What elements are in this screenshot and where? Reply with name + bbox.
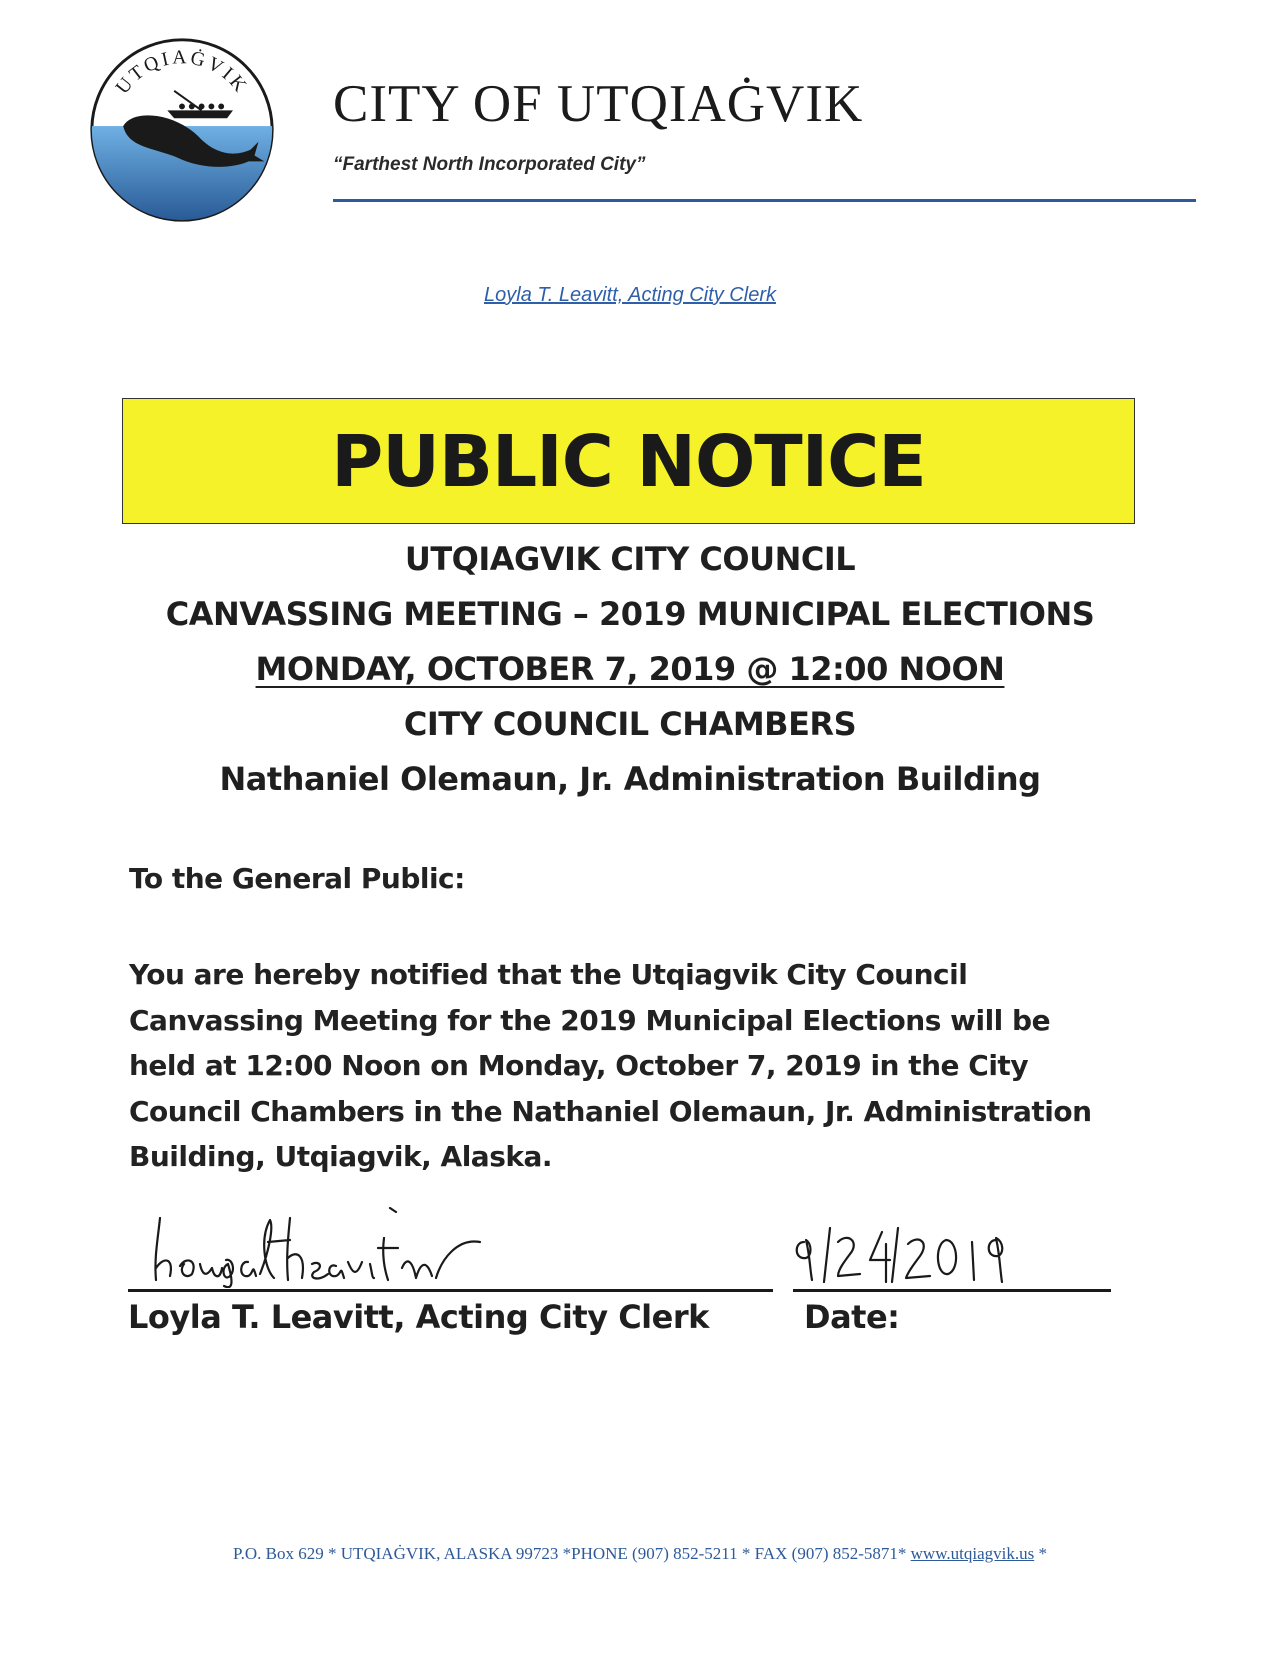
salutation: To the General Public: (129, 862, 465, 895)
letterhead-rule (333, 199, 1196, 202)
body-line: Canvassing Meeting for the 2019 Municipal Elections will be (129, 1003, 1051, 1037)
city-seal-logo (84, 32, 280, 228)
footer-address: P.O. Box 629 * UTQIAĠVIK, ALASKA 99723 *PHONE (907) 852-5211 * FAX (907) 852-5871* (233, 1544, 911, 1563)
signer-name-label: Loyla T. Leavitt, Acting City Clerk (128, 1298, 709, 1336)
meeting-heading (0, 532, 1260, 807)
meeting-building: Nathaniel Olemaun, Jr. Administration Building (219, 760, 1041, 798)
footer-suffix: * (1034, 1544, 1047, 1563)
seal-text: UTQIAĠVIK (112, 47, 252, 99)
city-tagline: “Farthest North Incorporated City” (333, 154, 646, 175)
meeting-location: CITY COUNCIL CHAMBERS (403, 705, 857, 743)
signature-line (128, 1289, 773, 1292)
body-line: Building, Utqiagvik, Alaska. (129, 1140, 553, 1173)
body-line: You are hereby notified that the Utqiagvik City Council (129, 958, 968, 991)
body-line: Council Chambers in the Nathaniel Olemaun, Jr. Administration (129, 1094, 1092, 1128)
date-label: Date: (804, 1298, 900, 1336)
clerk-header-link[interactable]: Loyla T. Leavitt, Acting City Clerk (484, 284, 776, 306)
footer-website-link[interactable]: www.utqiagvik.us (910, 1544, 1035, 1563)
meeting-title: CANVASSING MEETING – 2019 MUNICIPAL ELECTIONS (165, 595, 1095, 633)
public-notice-title: PUBLIC NOTICE (331, 419, 926, 503)
handwritten-signature (140, 1198, 540, 1288)
city-title: CITY OF UTQIAĠVIK (333, 75, 864, 133)
handwritten-date (790, 1220, 1090, 1288)
meeting-date-time: MONDAY, OCTOBER 7, 2019 @ 12:00 NOON (255, 650, 1005, 688)
body-line: held at 12:00 Noon on Monday, October 7, 2019 in the City (129, 1049, 1029, 1082)
footer-contact (0, 1544, 1280, 1564)
date-line (793, 1289, 1111, 1292)
public-notice-banner (122, 398, 1135, 524)
notice-body (129, 952, 1149, 1180)
council-name: UTQIAGVIK CITY COUNCIL (404, 540, 856, 578)
